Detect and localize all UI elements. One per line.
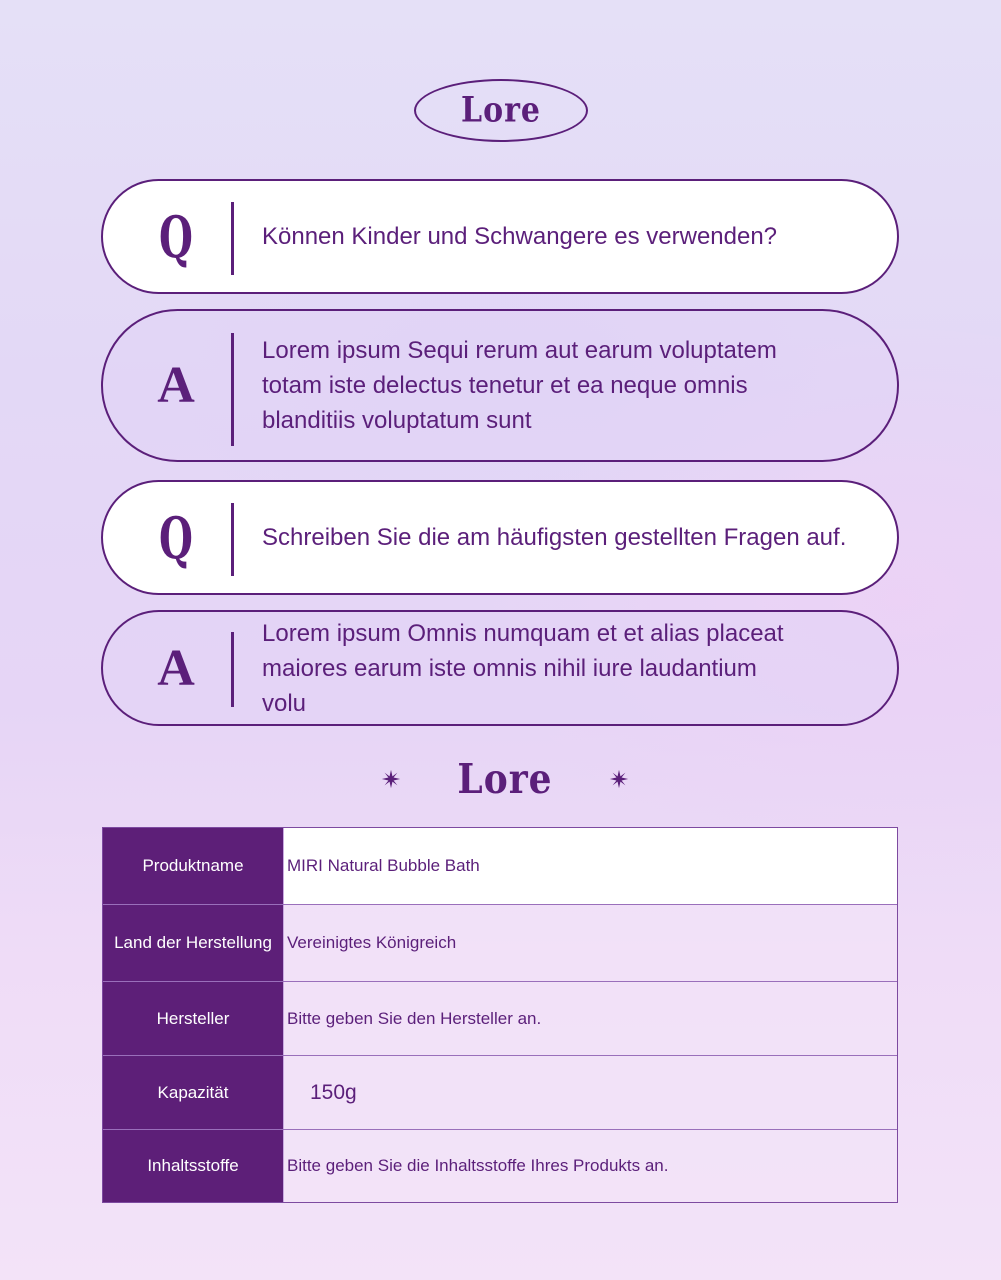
row-value: Vereinigtes Königreich bbox=[284, 905, 897, 981]
row-value: 150g bbox=[284, 1056, 897, 1129]
star-icon bbox=[380, 768, 402, 790]
divider bbox=[231, 503, 234, 576]
table-row bbox=[103, 982, 897, 1056]
faq-question-1 bbox=[101, 179, 899, 294]
answer-letter-icon: A bbox=[157, 639, 195, 697]
row-value: MIRI Natural Bubble Bath bbox=[284, 828, 897, 904]
question-letter-icon: Q bbox=[159, 202, 193, 271]
faq-answer-2 bbox=[101, 610, 899, 726]
divider bbox=[231, 632, 234, 707]
row-label: Produktname bbox=[103, 828, 284, 904]
row-value: Bitte geben Sie den Hersteller an. bbox=[284, 982, 897, 1055]
table-row bbox=[103, 905, 897, 982]
faq-question-2 bbox=[101, 480, 899, 595]
star-icon bbox=[608, 768, 630, 790]
question-text: Schreiben Sie die am häufigsten gestellten Fragen auf. bbox=[262, 524, 847, 551]
section-title: Lore bbox=[457, 754, 553, 804]
divider bbox=[231, 202, 234, 275]
answer-letter-icon: A bbox=[157, 357, 195, 414]
section-heading bbox=[380, 752, 630, 806]
answer-text: Lorem ipsum Omnis numquam et et alias placeat maiores earum iste omnis nihil iure laudantium volu bbox=[262, 619, 784, 717]
table-row bbox=[103, 828, 897, 905]
question-letter-icon: Q bbox=[159, 503, 193, 572]
row-label: Land der Herstellung bbox=[103, 905, 284, 981]
faq-answer-1 bbox=[101, 309, 899, 462]
question-text: Können Kinder und Schwangere es verwenden? bbox=[262, 223, 778, 250]
row-value: Bitte geben Sie die Inhaltsstoffe Ihres Produkts an. bbox=[284, 1130, 897, 1202]
product-spec-table bbox=[102, 827, 898, 1203]
row-label: Inhaltsstoffe bbox=[103, 1130, 284, 1202]
brand-title: Lore bbox=[461, 90, 541, 131]
brand-badge bbox=[414, 79, 588, 142]
divider bbox=[231, 333, 234, 446]
row-label: Kapazität bbox=[103, 1056, 284, 1129]
table-row bbox=[103, 1056, 897, 1130]
table-row bbox=[103, 1130, 897, 1202]
answer-text: Lorem ipsum Sequi rerum aut earum voluptatem totam iste delectus tenetur et ea neque omnis blanditiis voluptatum sunt bbox=[262, 337, 777, 434]
row-label: Hersteller bbox=[103, 982, 284, 1055]
